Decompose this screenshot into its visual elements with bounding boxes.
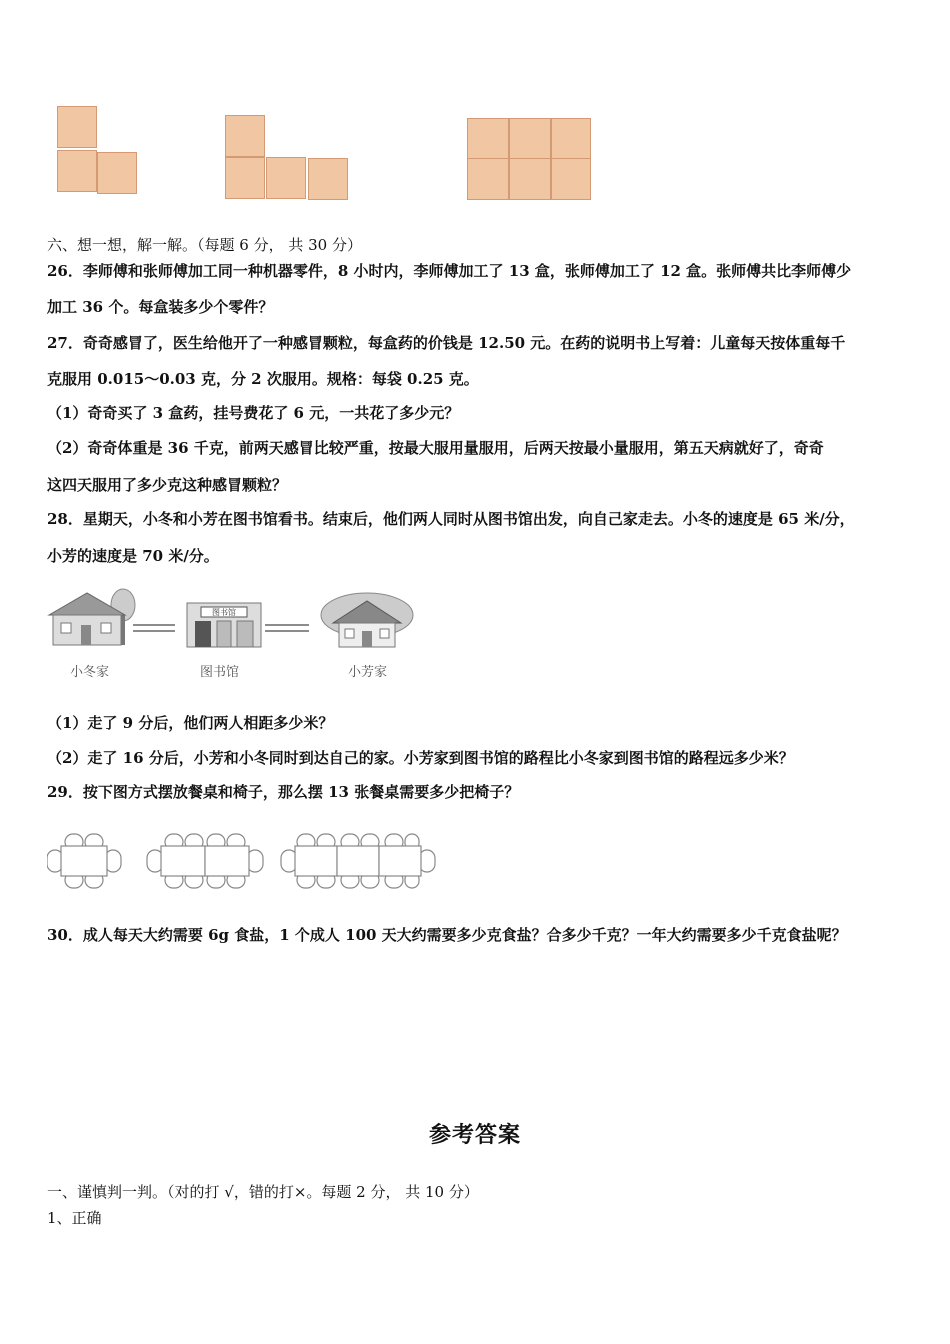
answers-title: 参考答案	[428, 1122, 521, 1148]
q28-illustration	[47, 585, 427, 685]
label-library: 图书馆	[200, 665, 240, 680]
home-dong-icon	[49, 589, 135, 645]
q29-text: 29．按下图方式摆放餐桌和椅子，那么摆 13 张餐桌需要多少把椅子？	[47, 783, 520, 801]
square	[266, 157, 306, 199]
q28-line2: 小芳的速度是 70 米/分。	[47, 547, 219, 565]
square	[225, 115, 265, 157]
q30-text: 30．成人每天大约需要 6g 食盐，1 个成人 100 天大约需要多少克食盐？合多少千克？一年大约需要多少千克食盐呢？	[47, 926, 847, 944]
q27-line1: 27．奇奇感冒了，医生给他开了一种感冒颗粒，每盒药的价钱是 12.50 元。在药的说明书上写着：儿童每天按体重每千	[47, 334, 846, 352]
square	[551, 158, 591, 200]
answer-1: 1、正确	[47, 1209, 102, 1227]
section-6-heading: 六、想一想，解一解。（每题 6 分， 共 30 分）	[47, 236, 362, 254]
q27-sub2-line1: （2）奇奇体重是 36 千克，前两天感冒比较严重，按最大服用量服用，后两天按最小量服用，第五天病就好了，奇奇	[47, 439, 824, 457]
q26-line2: 加工 36 个。每盒装多少个零件？	[47, 298, 274, 316]
label-home-fang: 小芳家	[348, 665, 388, 680]
square	[467, 158, 509, 200]
q27-sub1: （1）奇奇买了 3 盒药，挂号费花了 6 元，一共花了多少元？	[47, 404, 460, 422]
square	[308, 158, 348, 200]
square	[57, 106, 97, 148]
square	[509, 158, 551, 200]
svg-text:图书馆: 图书馆	[212, 608, 236, 617]
square	[509, 118, 551, 160]
q27-line2: 克服用 0.015～0.03 克，分 2 次服用。规格：每袋 0.25 克。	[47, 370, 479, 388]
square	[225, 157, 265, 199]
answers-section-1: 一、谨慎判一判。（对的打 √，错的打×。每题 2 分， 共 10 分）	[47, 1183, 479, 1201]
square	[467, 118, 509, 160]
q28-line1: 28．星期天，小冬和小芳在图书馆看书。结束后，他们两人同时从图书馆出发，向自己家走去。小冬的速度是 65 米/分，	[47, 510, 855, 528]
square	[57, 150, 97, 192]
arrangement-1	[47, 834, 121, 888]
library-icon	[187, 603, 261, 647]
arrangement-3	[281, 834, 435, 888]
tables-chairs-svg	[47, 830, 447, 892]
q28-sub2: （2）走了 16 分后，小芳和小冬同时到达自己的家。小芳家到图书馆的路程比小冬家到图书馆的路程远多少米？	[47, 749, 794, 767]
home-fang-icon	[321, 593, 413, 647]
label-home-dong: 小冬家	[70, 665, 110, 680]
q27-sub2-line2: 这四天服用了多少克这种感冒颗粒？	[47, 476, 288, 494]
map-houses-illustration	[47, 585, 427, 655]
square	[97, 152, 137, 194]
tables-chairs-illustration	[47, 830, 447, 896]
q28-sub1: （1）走了 9 分后，他们两人相距多少米？	[47, 714, 334, 732]
square	[551, 118, 591, 160]
q26-line1: 26．李师傅和张师傅加工同一种机器零件，8 小时内，李师傅加工了 13 盒，张师傅加工了 12 盒。张师傅共比李师傅少	[47, 262, 852, 280]
arrangement-2	[147, 834, 263, 888]
